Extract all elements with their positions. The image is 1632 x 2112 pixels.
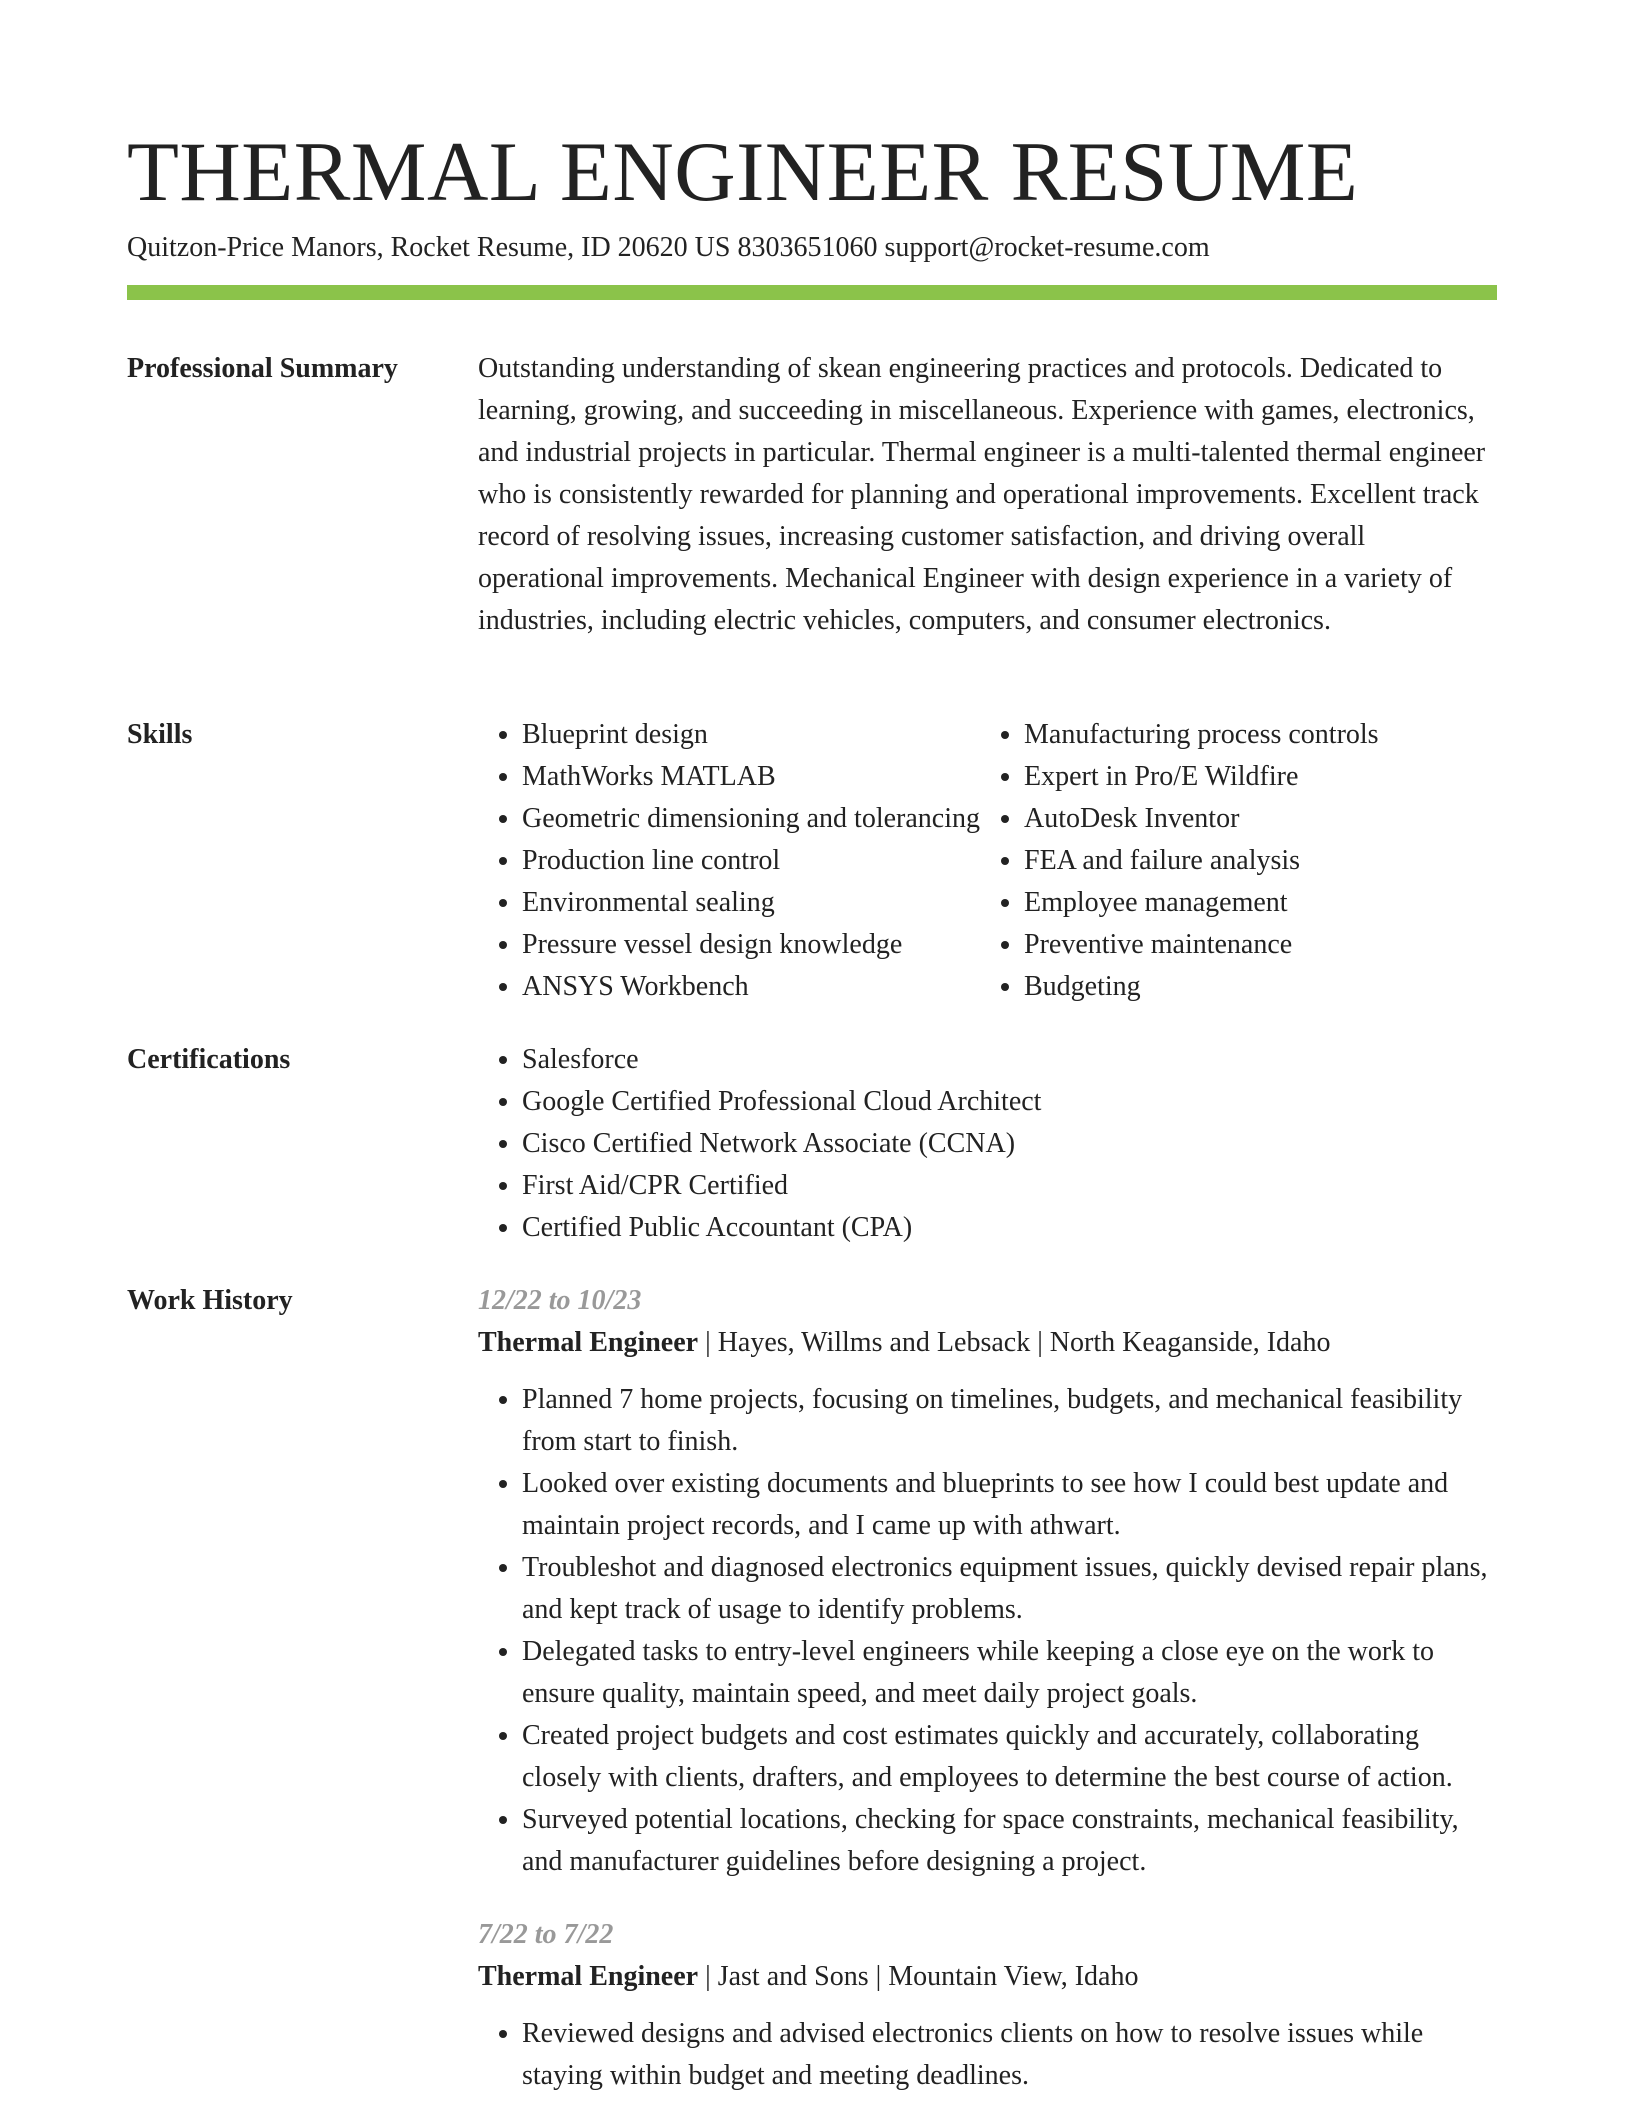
skill-item: • Geometric dimensioning and tolerancing [522, 798, 980, 840]
skills-label: Skills [127, 719, 193, 750]
skill-item: • Manufacturing process controls [1024, 714, 1480, 756]
job-details: | Jast and Sons | Mountain View, Idaho [698, 1961, 1139, 1992]
skill-item: • Pressure vessel design knowledge [522, 924, 980, 966]
skill-item: • Expert in Pro/E Wildfire [1024, 756, 1480, 798]
job-entry [478, 1280, 1497, 1883]
job-bullet: • Delegated tasks to entry-level engineers while keeping a close eye on the work to ensure quality, maintain speed, and meet daily project goals. [522, 1631, 1497, 1715]
skills-list-right [980, 714, 1480, 1008]
skill-item: • Environmental sealing [522, 882, 980, 924]
accent-divider [127, 285, 1497, 300]
summary-label: Professional Summary [127, 353, 398, 384]
contact-line: Quitzon-Price Manors, Rocket Resume, ID 20620 US 8303651060 support@rocket-resume.com [127, 232, 1210, 263]
skills-list-left [478, 714, 980, 1008]
skill-item: • Budgeting [1024, 966, 1480, 1008]
skill-item: • Production line control [522, 840, 980, 882]
certification-item: • Certified Public Accountant (CPA) [522, 1207, 1497, 1249]
skill-item: • FEA and failure analysis [1024, 840, 1480, 882]
certifications-label: Certifications [127, 1044, 291, 1075]
job-bullet: • Looked over existing documents and blueprints to see how I could best update and maintain project records, and I came up with athwart. [522, 1463, 1497, 1547]
job-entry [478, 1914, 1497, 2097]
resume-title: THERMAL ENGINEER RESUME [127, 125, 1359, 219]
job-details: | Hayes, Willms and Lebsack | North Keaganside, Idaho [698, 1327, 1331, 1358]
summary-text: Outstanding understanding of skean engineering practices and protocols. Dedicated to learning, growing, and succeeding in miscellaneous. Experience with games, electronics, and industrial projects in particular. Thermal engineer is a multi-talented thermal engineer who is consistently rewarded for planning and operational improvements. Excellent track record of resolving issues, increasing customer satisfaction, and driving overall operational improvements. Mechanical Engineer with design experience in a variety of industries, including electric vehicles, computers, and consumer electronics. [478, 353, 1486, 636]
skill-item: • Employee management [1024, 882, 1480, 924]
job-bullet: • Planned 7 home projects, focusing on timelines, budgets, and mechanical feasibility from start to finish. [522, 1379, 1497, 1463]
job-bullet: • Created project budgets and cost estimates quickly and accurately, collaborating closely with clients, drafters, and employees to determine the best course of action. [522, 1715, 1497, 1799]
job-title: Thermal Engineer [478, 1327, 699, 1358]
certification-item: • Google Certified Professional Cloud Architect [522, 1081, 1497, 1123]
job-bullet-list [478, 1379, 1497, 1883]
skill-item: • AutoDesk Inventor [1024, 798, 1480, 840]
certification-item: • Cisco Certified Network Associate (CCNA) [522, 1123, 1497, 1165]
skill-item: • Blueprint design [522, 714, 980, 756]
job-bullet: • Reviewed designs and advised electronics clients on how to resolve issues while staying within budget and meeting deadlines. [522, 2013, 1497, 2097]
skill-item: • Preventive maintenance [1024, 924, 1480, 966]
certification-item: • Salesforce [522, 1039, 1497, 1081]
job-heading [478, 1956, 1497, 1998]
job-dates: 12/22 to 10/23 [478, 1285, 642, 1316]
skill-item: • MathWorks MATLAB [522, 756, 980, 798]
job-bullet: • Troubleshot and diagnosed electronics equipment issues, quickly devised repair plans, and kept track of usage to identify problems. [522, 1547, 1497, 1631]
job-bullet: • Surveyed potential locations, checking for space constraints, mechanical feasibility, and manufacturer guidelines before designing a project. [522, 1799, 1497, 1883]
job-heading [478, 1322, 1497, 1364]
certification-item: • First Aid/CPR Certified [522, 1165, 1497, 1207]
job-bullet-list [478, 2013, 1497, 2097]
job-title: Thermal Engineer [478, 1961, 699, 1992]
skill-item: • ANSYS Workbench [522, 966, 980, 1008]
job-dates: 7/22 to 7/22 [478, 1919, 614, 1950]
work-history-label: Work History [127, 1285, 293, 1316]
certifications-list [478, 1039, 1497, 1249]
